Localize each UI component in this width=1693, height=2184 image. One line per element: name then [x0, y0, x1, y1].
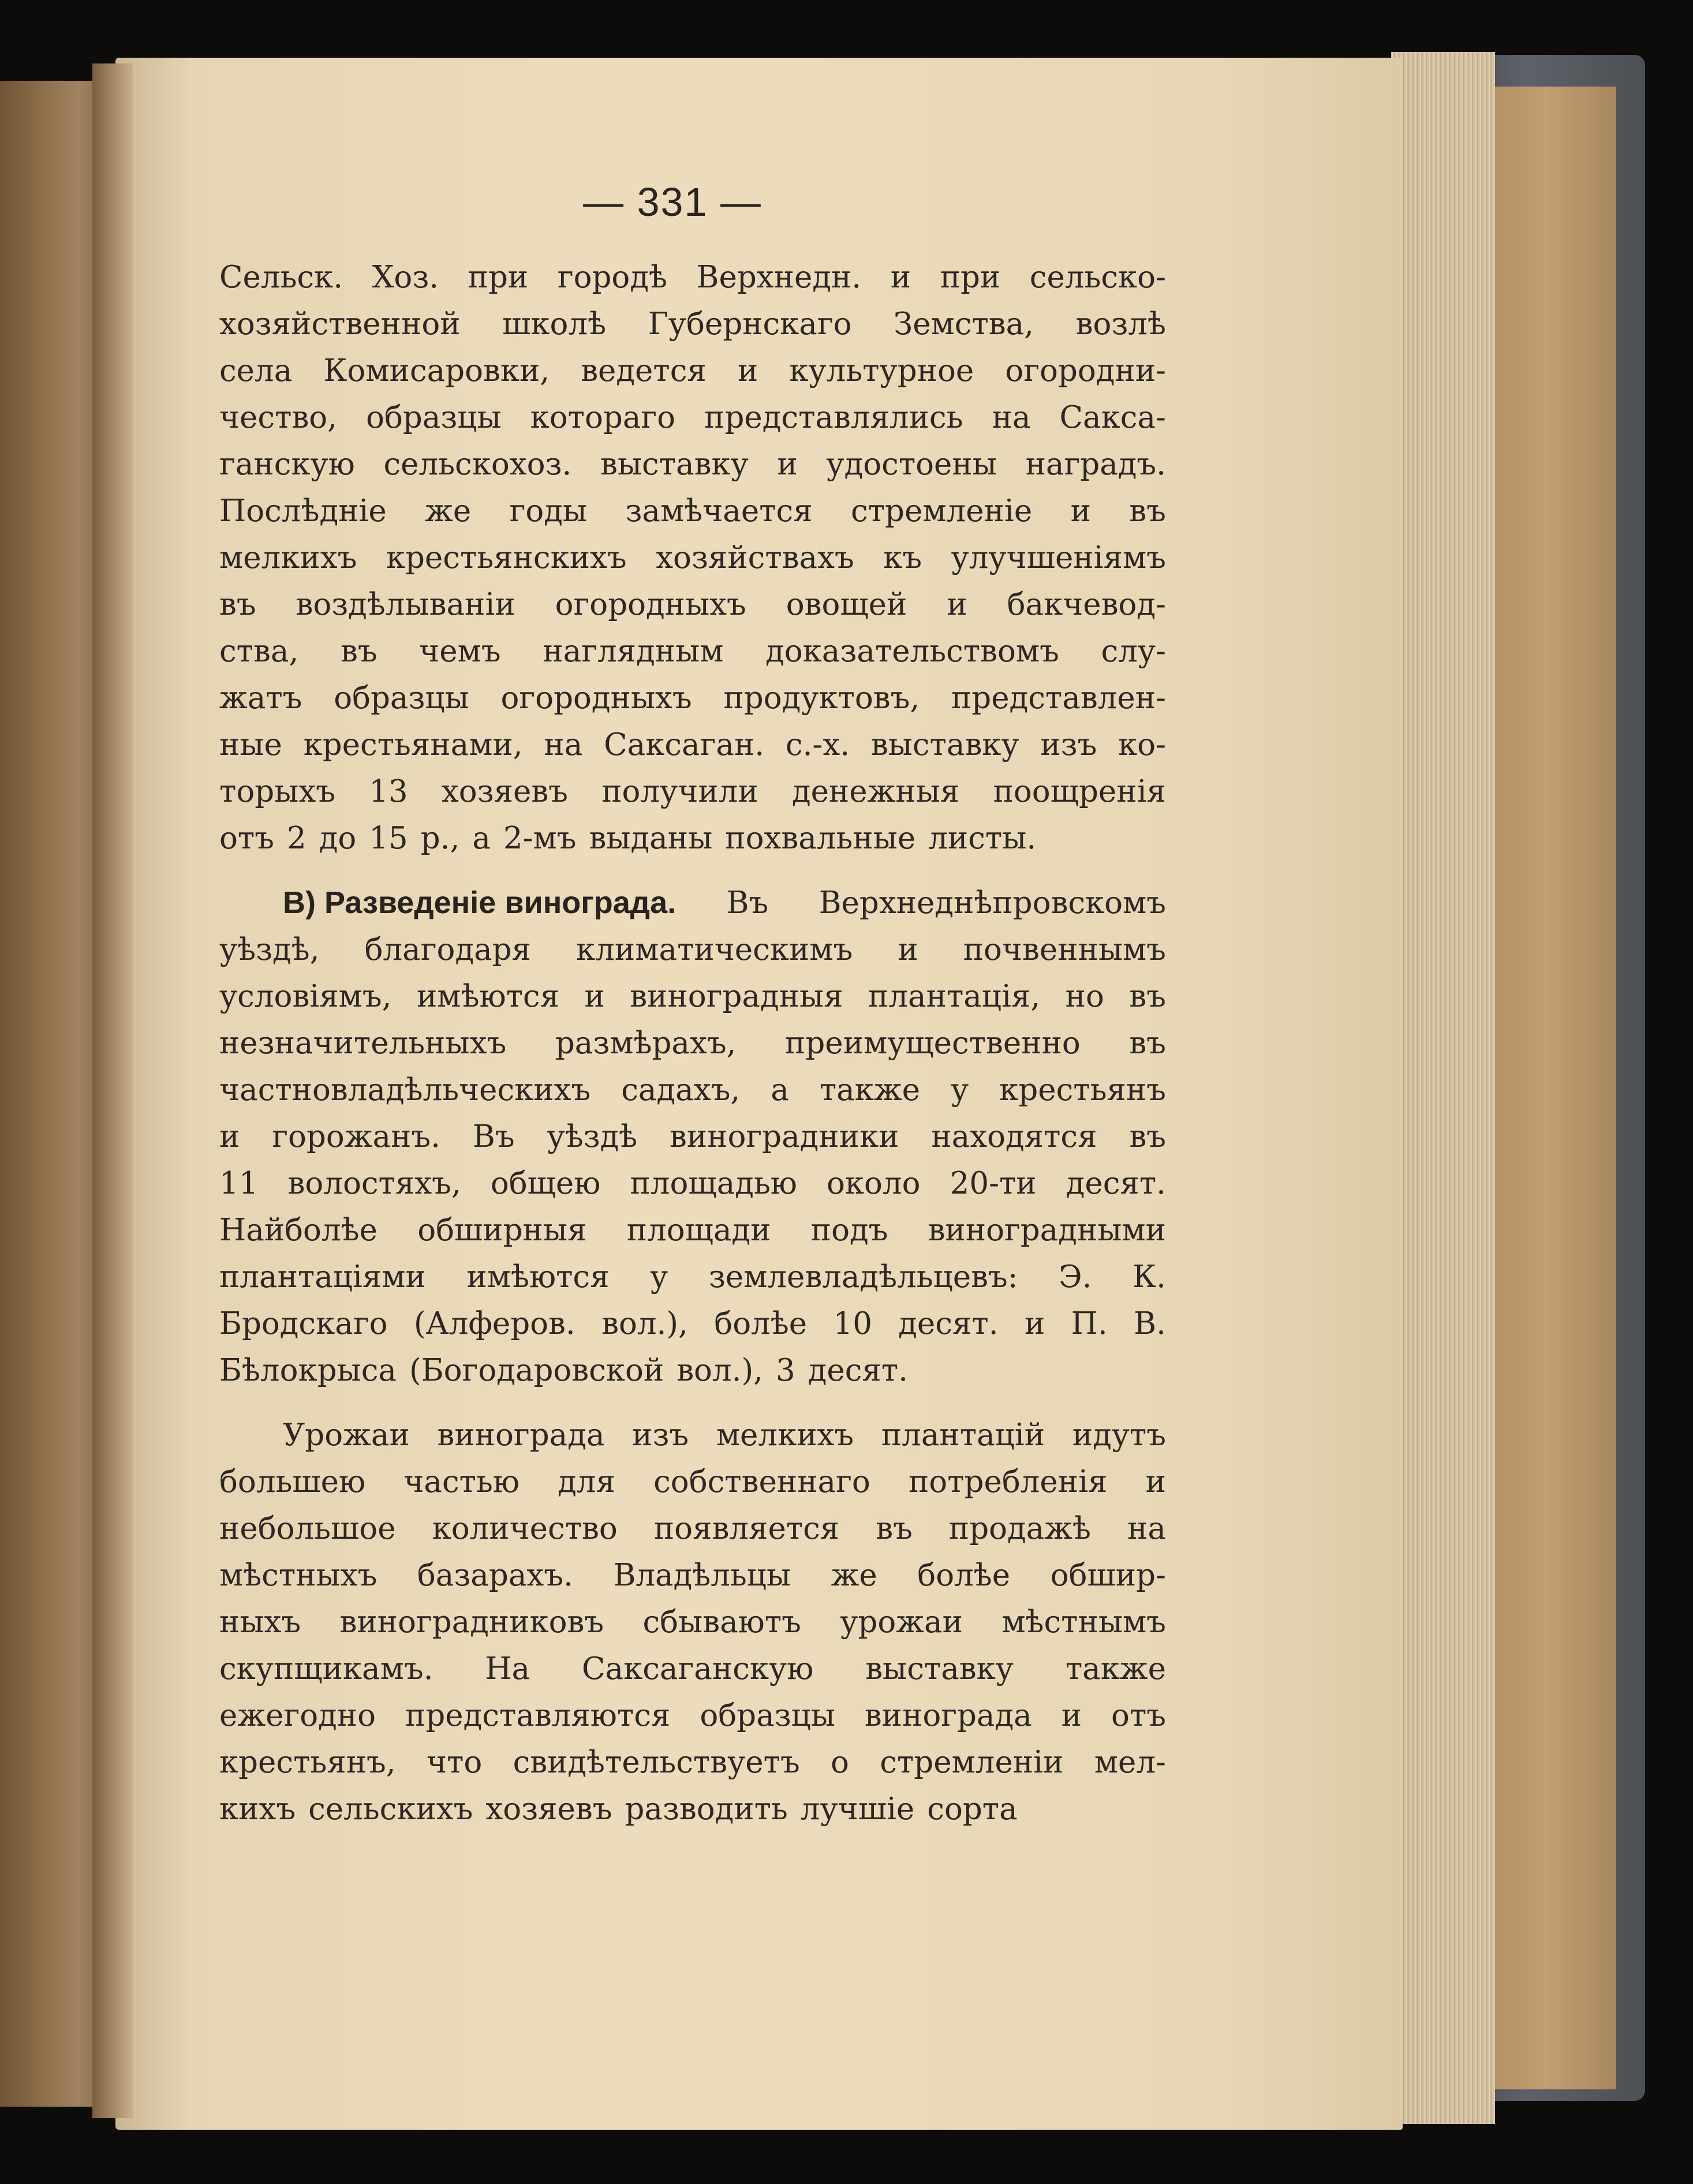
word: выданы — [589, 821, 713, 856]
word: продуктовъ, — [723, 680, 920, 716]
word: частновладѣльческихъ — [219, 1072, 591, 1108]
word: продажѣ — [948, 1511, 1091, 1546]
cover-endpaper — [1478, 87, 1616, 2089]
word: потребленія — [908, 1464, 1108, 1499]
word: чемъ — [419, 634, 501, 669]
word: представлен- — [951, 680, 1166, 716]
page-gutter — [92, 63, 133, 2118]
word: подъ — [810, 1213, 888, 1248]
word: у — [951, 1072, 969, 1108]
word: а — [472, 821, 491, 856]
word: имѣются — [416, 979, 560, 1014]
word: мѣстныхъ — [219, 1558, 378, 1593]
word: хозяйствахъ — [656, 540, 854, 575]
text-line — [219, 1739, 1166, 1786]
word: уѣздѣ, — [219, 932, 320, 967]
word: с.-х. — [785, 727, 850, 762]
word: же — [831, 1558, 877, 1593]
text-line — [219, 488, 1166, 534]
word: виноградники — [669, 1119, 899, 1154]
word: хозяевъ — [441, 774, 568, 809]
text-line — [219, 815, 1166, 862]
word: свидѣтельствуетъ — [513, 1745, 800, 1780]
word: десят. — [808, 1353, 909, 1388]
word: денежныя — [791, 774, 960, 809]
word: хозяевъ — [485, 1792, 612, 1827]
text-line — [219, 1254, 1166, 1300]
word: виноградниковъ — [339, 1605, 604, 1640]
word: и — [898, 932, 918, 967]
word: Э. — [1059, 1259, 1092, 1295]
word: о — [831, 1745, 849, 1780]
word: обширныя — [417, 1213, 587, 1248]
word: представляются — [405, 1698, 671, 1733]
word: Въ — [472, 1119, 515, 1154]
word: и — [1070, 493, 1091, 529]
word: въ — [1129, 493, 1166, 529]
word: 10 — [833, 1306, 872, 1341]
word: Верхнеднѣпровскомъ — [819, 885, 1166, 921]
word: небольшое — [219, 1511, 396, 1546]
word: болѣе — [917, 1558, 1011, 1593]
word: изъ — [632, 1418, 689, 1453]
word: Саксаган. — [604, 727, 765, 762]
word: плантація, — [868, 979, 1041, 1014]
text-line — [219, 1646, 1166, 1692]
word: сельскихъ — [308, 1792, 473, 1827]
word: Бродскаго — [219, 1306, 388, 1341]
word: но — [1065, 979, 1104, 1014]
word: слу- — [1101, 634, 1166, 669]
text-line — [219, 880, 1166, 926]
word: и — [890, 260, 911, 295]
word: также — [1065, 1651, 1166, 1686]
word: крестьянъ — [999, 1072, 1166, 1108]
word: хозяйственной — [219, 306, 461, 342]
word: культурное — [789, 353, 974, 388]
text-line — [219, 1113, 1166, 1160]
word: Владѣльцы — [613, 1558, 791, 1593]
word: К. — [1133, 1259, 1166, 1295]
word: ведется — [581, 353, 707, 388]
word: сорта — [927, 1792, 1018, 1827]
word: стремленіи — [880, 1745, 1064, 1780]
word: В. — [1134, 1306, 1166, 1341]
word: котораго — [530, 400, 676, 435]
word: Найболѣе — [219, 1213, 378, 1248]
word: десят. — [898, 1306, 999, 1341]
word: ства, — [219, 634, 299, 669]
word: и — [737, 353, 758, 388]
word: общею — [490, 1166, 601, 1201]
word: появляется — [653, 1511, 840, 1546]
word: Бѣлокрыса — [219, 1353, 397, 1388]
text-line — [219, 721, 1166, 768]
word: (Алферов. — [413, 1306, 575, 1341]
word: въ — [1129, 979, 1166, 1014]
word: образцы — [334, 680, 469, 716]
word: благодаря — [364, 932, 532, 967]
word: уѣздѣ — [547, 1119, 638, 1154]
word: 13 — [369, 774, 408, 809]
word: разводить — [625, 1792, 788, 1827]
word: огородни- — [1005, 353, 1166, 388]
word: размѣрахъ, — [555, 1026, 737, 1061]
word: сельскохоз. — [383, 447, 572, 482]
word: для — [558, 1464, 615, 1499]
word: 20-ти — [950, 1166, 1037, 1201]
word: площадью — [630, 1166, 797, 1201]
text-line — [219, 1020, 1166, 1067]
word: и — [219, 1119, 240, 1154]
word: поощренія — [993, 774, 1166, 809]
word: удостоены — [826, 447, 997, 482]
word: Сельск. — [219, 260, 343, 295]
word: отъ — [219, 821, 274, 856]
paragraph — [219, 254, 1166, 862]
word: виноградными — [928, 1213, 1166, 1248]
left-page-edge — [0, 81, 98, 2107]
word: и — [1024, 1306, 1045, 1341]
word: села — [219, 353, 293, 388]
word: замѣчается — [625, 493, 813, 529]
text-line — [219, 973, 1166, 1020]
page-number: — 331 — — [583, 179, 762, 225]
word: около — [827, 1166, 921, 1201]
word: образцы — [700, 1698, 835, 1733]
text-line — [219, 1347, 1166, 1394]
word: базарахъ. — [417, 1558, 573, 1593]
text-line — [219, 1459, 1166, 1505]
word: выставку — [865, 1651, 1014, 1686]
word: стремленіе — [851, 493, 1033, 529]
word: находятся — [931, 1119, 1097, 1154]
word: ные — [219, 727, 282, 762]
word: и — [1145, 1464, 1166, 1499]
word: овощей — [786, 587, 907, 622]
word: и — [584, 979, 605, 1014]
word: ежегодно — [219, 1698, 376, 1733]
word: вол.), — [601, 1306, 688, 1341]
word: на — [1127, 1511, 1166, 1546]
text-line — [219, 254, 1166, 301]
text-line — [219, 1300, 1166, 1347]
word: а — [771, 1072, 789, 1108]
text-line — [219, 347, 1166, 394]
word: къ — [883, 540, 922, 575]
word: П. — [1071, 1306, 1108, 1341]
word: въ — [340, 634, 378, 669]
text-line — [219, 1505, 1166, 1552]
text-line — [219, 1692, 1166, 1739]
word: въ — [1129, 1026, 1166, 1061]
word: Комисаровки, — [323, 353, 550, 388]
text-line — [219, 628, 1166, 675]
word: крестьянскихъ — [386, 540, 627, 575]
text-line — [219, 926, 1166, 973]
word: же — [425, 493, 472, 529]
word: получили — [601, 774, 758, 809]
text-line — [219, 768, 1166, 815]
word: Саксаганскую — [581, 1651, 814, 1686]
word: большею — [219, 1464, 366, 1499]
word: въ — [219, 587, 256, 622]
word: что — [426, 1745, 483, 1780]
word: Въ — [726, 885, 769, 921]
word: выставку — [600, 447, 749, 482]
word: возлѣ — [1075, 306, 1166, 342]
word: Сакса- — [1059, 400, 1166, 435]
word: наглядным — [543, 634, 724, 669]
word: Земства, — [894, 306, 1034, 342]
word: изъ — [1040, 727, 1097, 762]
word: доказательствомъ — [765, 634, 1059, 669]
text-line — [219, 441, 1166, 488]
word: школѣ — [502, 306, 607, 342]
text-line — [219, 1207, 1166, 1254]
paragraph-gap — [219, 862, 1166, 880]
word: имѣются — [466, 1259, 610, 1295]
word: мѣстнымъ — [1001, 1605, 1166, 1640]
text-line — [219, 1160, 1166, 1207]
word: 2 — [286, 821, 307, 856]
text-line — [219, 1599, 1166, 1646]
word: у — [650, 1259, 668, 1295]
word: винограда — [437, 1418, 605, 1453]
text-line — [219, 1552, 1166, 1599]
word: торыхъ — [219, 774, 335, 809]
word: мелкихъ — [716, 1418, 854, 1453]
word: отъ — [1111, 1698, 1166, 1733]
word: огородныхъ — [555, 587, 746, 622]
word: 15 — [369, 821, 408, 856]
word: количество — [432, 1511, 618, 1546]
word: и — [1061, 1698, 1082, 1733]
word: условіямъ, — [219, 979, 392, 1014]
word: на — [544, 727, 583, 762]
word: мелкихъ — [219, 540, 357, 575]
word: при — [940, 260, 1001, 295]
word: образцы — [366, 400, 502, 435]
word: крестьянами, — [303, 727, 523, 762]
word: На — [485, 1651, 530, 1686]
word: Верхнедн. — [696, 260, 862, 295]
section-heading: В) Разведеніе винограда. — [283, 885, 677, 920]
word: выставку — [870, 727, 1019, 762]
word: Урожаи — [283, 1418, 410, 1453]
word: бакчевод- — [1007, 587, 1166, 622]
word: идутъ — [1072, 1418, 1166, 1453]
paragraph — [219, 880, 1166, 1394]
word: кихъ — [219, 1792, 296, 1827]
word: представлялись — [704, 400, 963, 435]
page-stack-edges — [1391, 52, 1495, 2124]
text-line — [219, 534, 1166, 581]
word: мел- — [1094, 1745, 1166, 1780]
word: сбываютъ — [642, 1605, 801, 1640]
paragraph — [219, 1412, 1166, 1833]
word: десят. — [1066, 1166, 1166, 1201]
word: климатическимъ — [576, 932, 853, 967]
text-line — [219, 394, 1166, 441]
word: винограда — [864, 1698, 1032, 1733]
word: и — [777, 447, 798, 482]
word: почвеннымъ — [963, 932, 1166, 967]
word: улучшеніямъ — [951, 540, 1166, 575]
word: урожаи — [840, 1605, 963, 1640]
word: болѣе — [714, 1306, 808, 1341]
word: землевладѣльцевъ: — [708, 1259, 1018, 1295]
word: 3 — [775, 1353, 795, 1388]
text-line — [219, 675, 1166, 721]
word: также — [819, 1072, 921, 1108]
word: чество, — [219, 400, 338, 435]
word: ныхъ — [219, 1605, 301, 1640]
word: площади — [626, 1213, 771, 1248]
word: въ — [1129, 1119, 1166, 1154]
text-line — [219, 581, 1166, 628]
word: обшир- — [1050, 1558, 1166, 1593]
word: ганскую — [219, 447, 355, 482]
word: 11 — [219, 1166, 259, 1201]
paragraph-gap — [219, 1394, 1166, 1412]
word: 2-мъ — [503, 821, 577, 856]
word: вол.), — [677, 1353, 763, 1388]
word: виноградныя — [630, 979, 843, 1014]
word: горожанъ. — [272, 1119, 440, 1154]
word: сельско- — [1029, 260, 1166, 295]
word: листы. — [928, 821, 1037, 856]
word: скупщикамъ. — [219, 1651, 433, 1686]
word: жатъ — [219, 680, 302, 716]
word: при — [468, 260, 529, 295]
word: Хоз. — [372, 260, 439, 295]
word: р., — [420, 821, 460, 856]
word: наградъ. — [1025, 447, 1166, 482]
word: собственнаго — [653, 1464, 870, 1499]
word: Губернскаго — [648, 306, 852, 342]
word: садахъ, — [621, 1072, 741, 1108]
word: преимущественно — [785, 1026, 1081, 1061]
word: городѣ — [557, 260, 667, 295]
word: воздѣлываніи — [296, 587, 515, 622]
word: плантацій — [881, 1418, 1045, 1453]
word: плантаціями — [219, 1259, 426, 1295]
word: и — [947, 587, 967, 622]
word: (Богодаровской — [409, 1353, 664, 1388]
text-line — [219, 1786, 1166, 1833]
word: частью — [403, 1464, 520, 1499]
word: волостяхъ, — [287, 1166, 461, 1201]
word: лучшіе — [800, 1792, 915, 1827]
word: на — [992, 400, 1031, 435]
word: годы — [509, 493, 588, 529]
text-line — [219, 1067, 1166, 1113]
word: похвальные — [725, 821, 916, 856]
word: крестьянъ, — [219, 1745, 396, 1780]
word: ко- — [1118, 727, 1166, 762]
word: Послѣдніе — [219, 493, 387, 529]
page-text — [219, 254, 1166, 1833]
text-line — [219, 1412, 1166, 1459]
text-line — [219, 301, 1166, 347]
word: незначительныхъ — [219, 1026, 507, 1061]
word: огородныхъ — [500, 680, 692, 716]
word: въ — [876, 1511, 913, 1546]
word: до — [319, 821, 357, 856]
